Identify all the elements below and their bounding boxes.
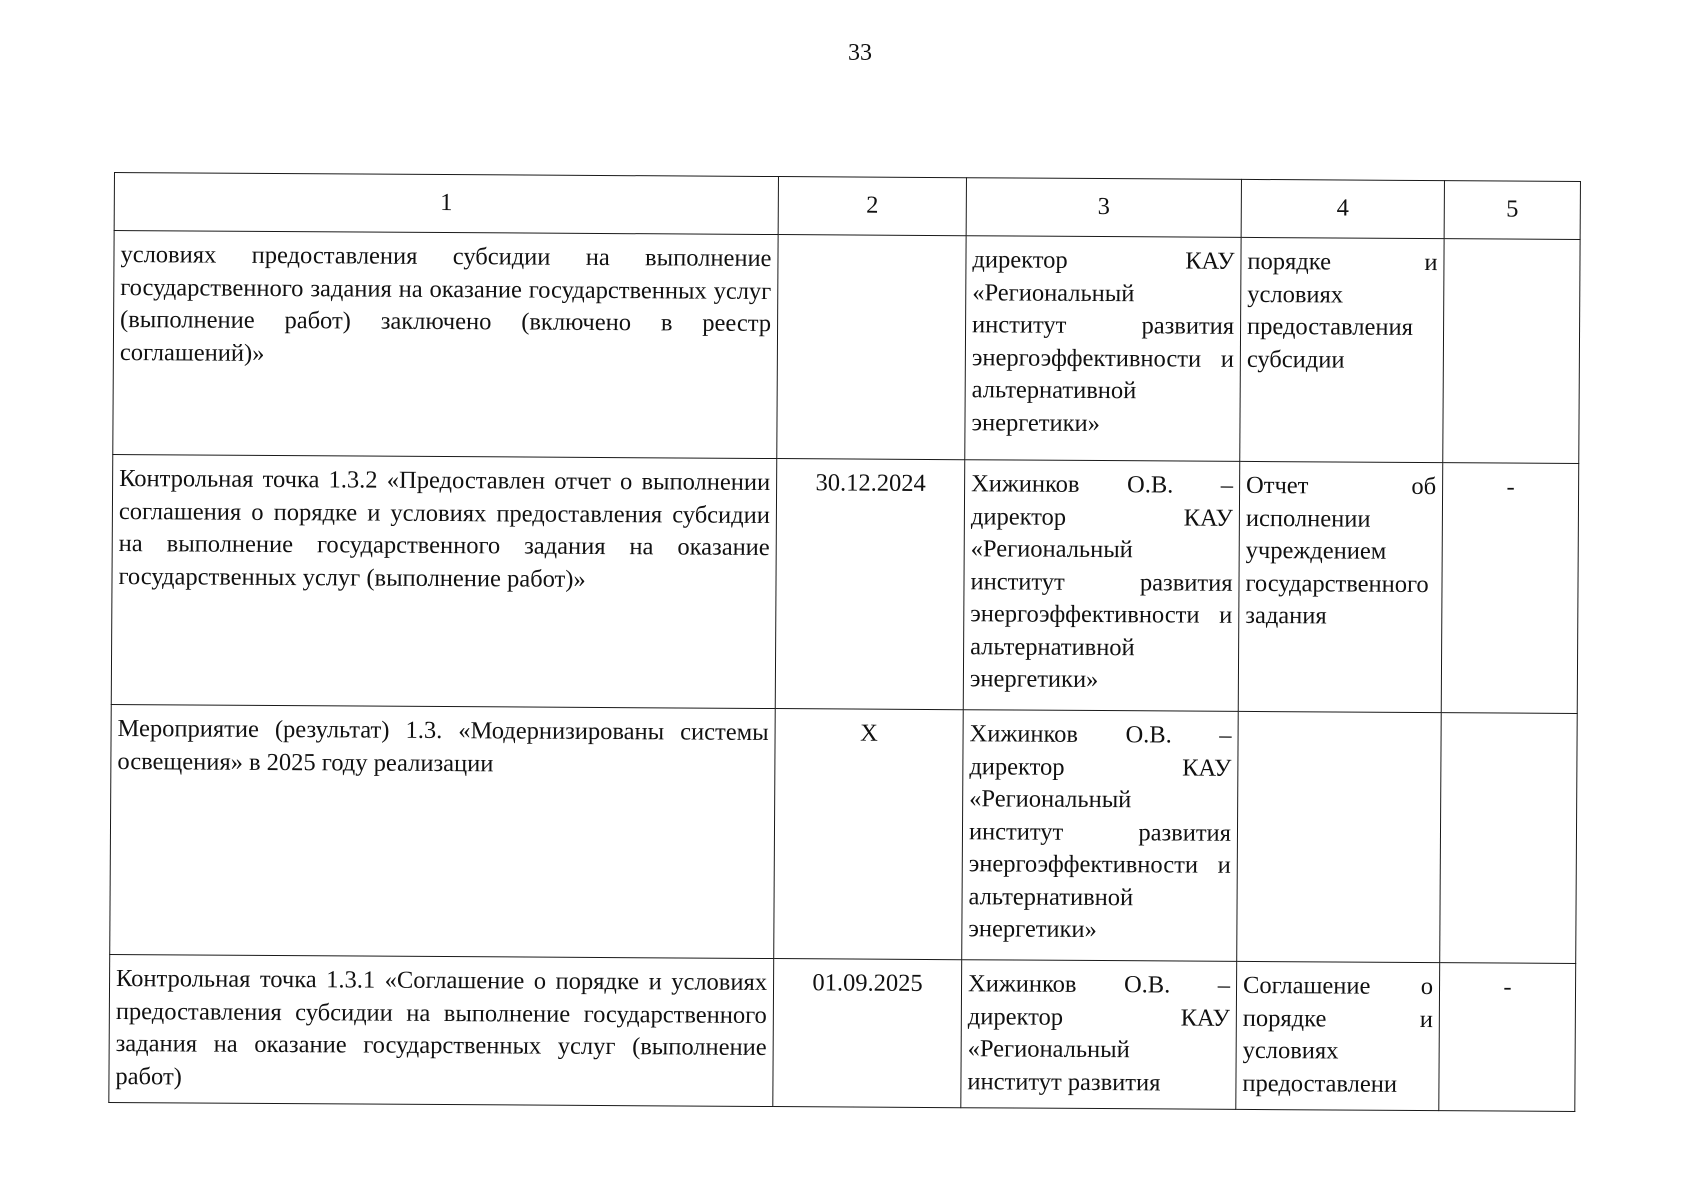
table-row	[113, 231, 1580, 464]
page-number: 33	[848, 40, 872, 66]
header-cell-1: 1	[114, 173, 778, 235]
cell-document: порядке и условиях предоставления субсидии	[1240, 237, 1444, 462]
cell-responsible: Хижинков О.В. – директор КАУ «Региональный институт развития	[961, 960, 1237, 1110]
header-cell-3: 3	[966, 178, 1241, 238]
header-cell-4: 4	[1241, 179, 1444, 238]
header-cell-5: 5	[1444, 181, 1580, 240]
cell-col5	[1443, 239, 1580, 464]
cell-date: 01.09.2025	[773, 959, 962, 1108]
cell-document: Соглашение о порядке и условиях предоставлени	[1236, 961, 1440, 1110]
header-cell-2: 2	[778, 177, 966, 236]
cell-description: Контрольная точка 1.3.2 «Предоставлен отчет о выполнении соглашения о порядке и условиях предоставления субсидии на выполнение государственного задания на оказание государственных услуг (выполнение работ)»	[111, 454, 777, 708]
table-row	[109, 954, 1576, 1111]
cell-date: 30.12.2024	[775, 459, 965, 710]
cell-date	[777, 235, 966, 460]
table-row	[111, 454, 1578, 713]
cell-document: Отчет об исполнении учреждением государственного задания	[1238, 461, 1443, 712]
cell-col5: -	[1441, 463, 1579, 714]
table-header-row	[114, 173, 1580, 240]
cell-col5	[1440, 713, 1578, 964]
cell-description: Мероприятие (результат) 1.3. «Модернизированы системы освещения» в 2025 году реализации	[110, 704, 776, 958]
cell-description: Контрольная точка 1.3.1 «Соглашение о порядке и условиях предоставления субсидии на выполнение государственного задания на оказание государственных услуг (выполнение работ)	[109, 954, 774, 1106]
cell-description: условиях предоставления субсидии на выполнение государственного задания на оказание государственных услуг (выполнение работ) заключено (включено в реестр соглашений)»	[113, 231, 778, 459]
table-row	[110, 704, 1577, 963]
cell-responsible: Хижинков О.В. – директор КАУ «Региональный институт развития энергоэффективности и альтернативной энергетики»	[963, 460, 1240, 712]
cell-document	[1237, 711, 1442, 962]
cell-col5: -	[1439, 963, 1576, 1112]
cell-responsible: Хижинков О.В. – директор КАУ «Региональный институт развития энергоэффективности и альтернативной энергетики»	[962, 710, 1239, 962]
cell-date: X	[774, 709, 964, 960]
cell-responsible: директор КАУ «Региональный институт развития энергоэффективности и альтернативной энергетики»	[965, 236, 1241, 462]
plan-table	[108, 172, 1581, 1112]
